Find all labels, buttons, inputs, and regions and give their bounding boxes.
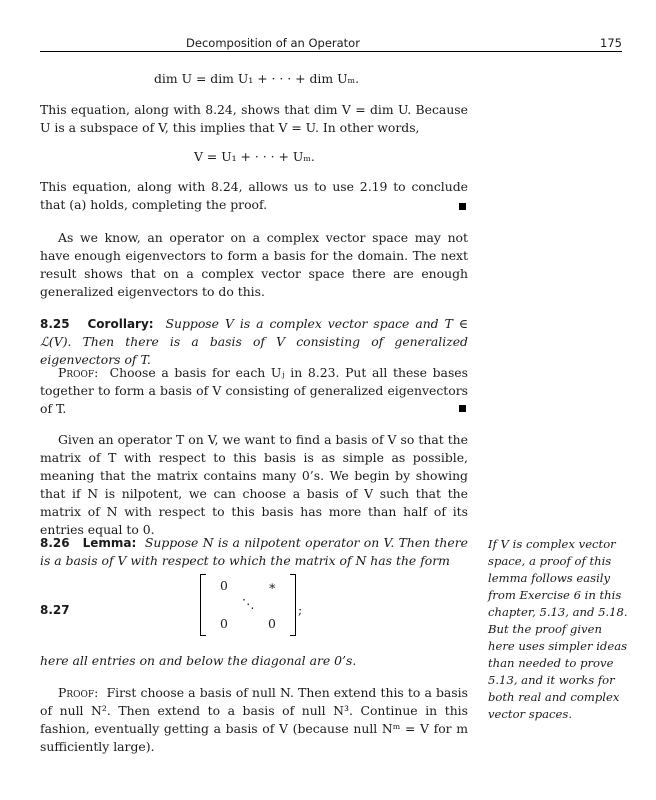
- proof-corollary: [40, 364, 468, 418]
- paragraph-dim-v: [40, 101, 468, 137]
- running-header: [40, 36, 622, 52]
- corollary-statement: Suppose V is a complex vector space and T ∈ ℒ(V). Then there is a basis of V consisting of generalized eigenvectors of T.: [40, 316, 468, 367]
- paragraph-eigenvectors-text: As we know, an operator on a complex vector space may not have enough eigenvectors to form a basis for the domain. The next result shows that on a complex vector space there are enough generalized eigenvectors to do this.: [40, 230, 468, 299]
- paragraph-nilpotent-intro-text: Given an operator T on V, we want to find a basis of V so that the matrix of T with respect to this basis is as simple as possible, meaning that the matrix contains many 0’s. We begin by showing that if N is nilpotent, we can choose a basis of V such that the matrix of N with respect to this basis has more than half of its entries equal to 0.: [40, 432, 468, 537]
- matrix-trailing-semicolon: ;: [298, 602, 303, 617]
- proof-lemma: [40, 684, 468, 756]
- lemma-8-26: [40, 534, 468, 570]
- qed-mark: [459, 405, 466, 412]
- matrix-diagonal-dots: ⋱: [242, 596, 255, 611]
- corollary-number: 8.25: [40, 317, 70, 331]
- paragraph-dim-v-text: This equation, along with 8.24, shows that dim V = dim U. Because U is a subspace of V, this implies that V = U. In other words,: [40, 102, 468, 135]
- margin-note: If V is complex vector space, a proof of this lemma follows easily from Exercise 6 in this chapter, 5.13, and 5.18. But the proof given here uses simpler ideas than needed to prove 5.13, and it works for both real and complex vector spaces.: [488, 537, 628, 721]
- matrix-left-bracket: [200, 574, 206, 636]
- qed-mark: [459, 203, 466, 210]
- page-number: 175: [600, 36, 622, 50]
- running-title: Decomposition of an Operator: [186, 36, 360, 50]
- nilpotent-matrix: [200, 574, 296, 636]
- matrix-entry-bottom-right: 0: [268, 616, 276, 631]
- paragraph-conclude: [40, 178, 468, 214]
- lemma-tail: here all entries on and below the diagonal are 0’s.: [40, 653, 357, 668]
- lemma-label: Lemma:: [82, 536, 137, 550]
- matrix-entry-bottom-left: 0: [220, 616, 228, 631]
- header-rule: [40, 51, 622, 52]
- proof-label: Proof:: [58, 685, 99, 700]
- equation-dim-u: dim U = dim U₁ + · · · + dim Uₘ.: [154, 71, 360, 86]
- paragraph-conclude-text: This equation, along with 8.24, allows us to use 2.19 to conclude that (a) holds, completing the proof.: [40, 179, 468, 212]
- proof-text: Choose a basis for each Uⱼ in 8.23. Put all these bases together to form a basis of V consisting of generalized eigenvectors of T.: [40, 365, 468, 416]
- paragraph-nilpotent-intro: [40, 431, 468, 539]
- paragraph-eigenvectors: [40, 229, 468, 301]
- proof-text: First choose a basis of null N. Then extend this to a basis of null N². Then extend to a basis of null N³. Continue in this fashion, eventually getting a basis of V (because null Nᵐ = V for m sufficiently large).: [40, 685, 468, 754]
- corollary-8-25: [40, 315, 468, 369]
- equation-label: 8.27: [40, 603, 70, 617]
- equation-v-sum: V = U₁ + · · · + Uₘ.: [194, 149, 315, 164]
- corollary-label: Corollary:: [87, 317, 154, 331]
- matrix-right-bracket: [290, 574, 296, 636]
- lemma-number: 8.26: [40, 536, 70, 550]
- matrix-entry-top-right: ∗: [268, 578, 277, 593]
- matrix-entry-top-left: 0: [220, 578, 228, 593]
- proof-label: Proof:: [58, 365, 99, 380]
- lemma-statement: Suppose N is a nilpotent operator on V. Then there is a basis of V with respect to which the matrix of N has the form: [40, 535, 468, 568]
